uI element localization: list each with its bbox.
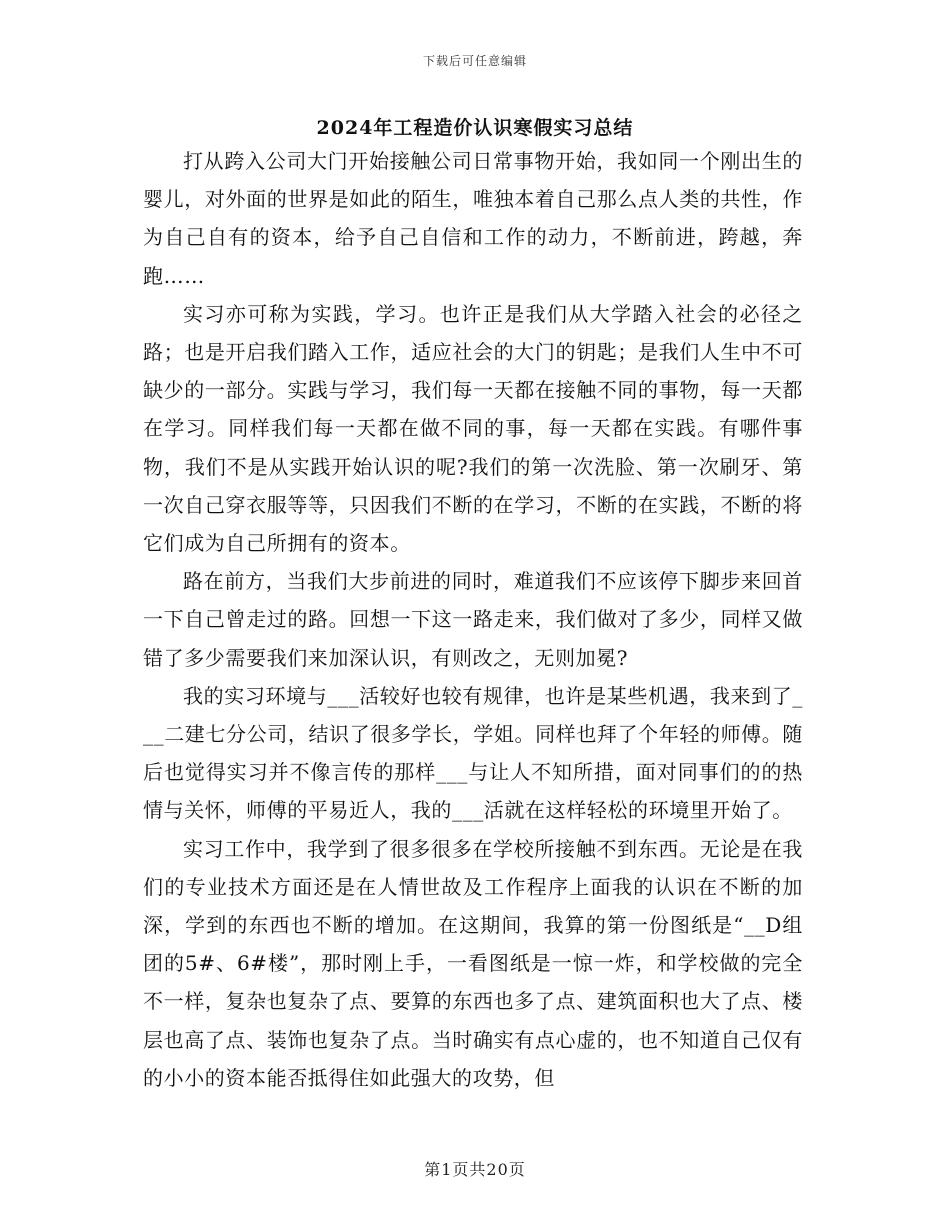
paragraph-1: 打从跨入公司大门开始接触公司日常事物开始，我如同一个刚出生的婴儿，对外面的世界是如此的陌生，唯独本着自己那么点人类的共性，作为自己自有的资本，给予自己自信和工作的动力，不断前进，跨越，奔跑…… — [143, 149, 803, 288]
page-number-footer: 第1页共20页 — [424, 1160, 526, 1179]
paragraph-2: 实习亦可称为实践，学习。也许正是我们从大学踏入社会的必径之路；也是开启我们踏入工作，适应社会的大门的钥匙；是我们人生中不可缺少的一部分。实践与学习，我们每一天都在接触不同的事物，每一天都在学习。同样我们每一天都在做不同的事，每一天都在实践。有哪件事物，我们不是从实践开始认识的呢?我们的第一次洗脸、第一次刷牙、第一次自己穿衣服等等，只因我们不断的在学习，不断的在实践，不断的将它们成为自己所拥有的资本。 — [143, 301, 803, 556]
paragraph-5: 实习工作中，我学到了很多很多在学校所接触不到东西。无论是在我们的专业技术方面还是在人情世故及工作程序上面我的认识在不断的加深，学到的东西也不断的增加。在这期间，我算的第一份图纸是“__D组团的5#、6#楼”，那时刚上手，一看图纸是一惊一炸，和学校做的完全不一样，复杂也复杂了点、要算的东西也多了点、建筑面积也大了点、楼层也高了点、装饰也复杂了点。当时确实有点心虚的，也不知道自己仅有的小小的资本能否抵得住如此强大的攻势，但 — [143, 836, 803, 1090]
paragraph-4: 我的实习环境与___活较好也较有规律，也许是某些机遇，我来到了___二建七分公司，结识了很多学长，学姐。同样也拜了个年轻的师傅。随后也觉得实习并不像言传的那样___与让人不知所措，面对同事们的的热情与关怀，师傅的平易近人，我的___活就在这样轻松的环境里开始了。 — [143, 683, 803, 823]
paragraph-3: 路在前方，当我们大步前进的同时，难道我们不应该停下脚步来回首一下自己曾走过的路。回想一下这一路走来，我们做对了多少，同样又做错了多少需要我们来加深认识，有则改之，无则加冕? — [143, 569, 803, 670]
document-body — [143, 142, 803, 1097]
document-title: 2024年工程造价认识寒假实习总结 — [316, 117, 634, 139]
page-header-note: 下载后可任意编辑 — [422, 54, 527, 68]
